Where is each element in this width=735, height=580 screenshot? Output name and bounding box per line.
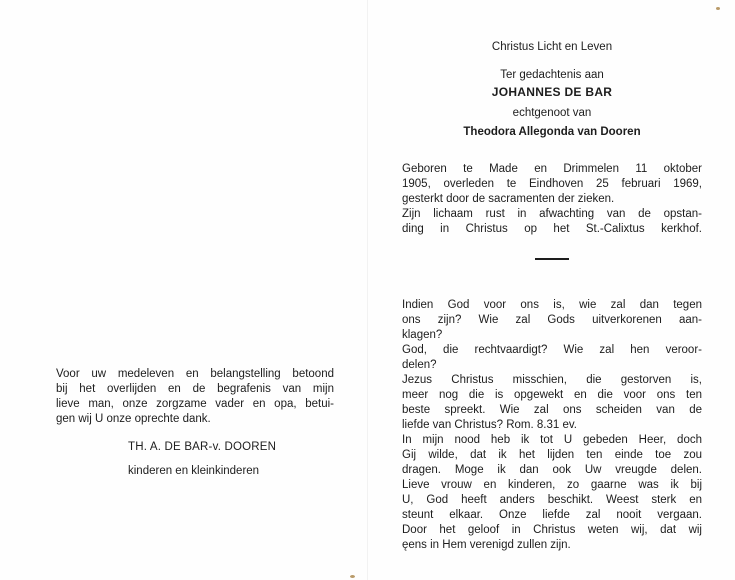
thanks-line: bij het overlijden en de begrafenis van mijn: [56, 383, 334, 395]
bio-line: Geboren te Made en Drimmelen 11 oktober: [402, 163, 702, 175]
right-panel: [402, 40, 702, 553]
paper-speck: [716, 7, 720, 10]
thanks-line: gen wij U onze oprechte dank.: [56, 413, 211, 425]
verse-line: dragen. Moge ik dan ook Uw vreugde delen.: [402, 464, 702, 476]
verse-line: steunt elkaar. Onze liefde zal nooit vergaan.: [402, 509, 702, 521]
verse-line: God, die rechtvaardigt? Wie zal hen veroor-: [402, 344, 702, 356]
verse-line: klagen?: [402, 329, 443, 341]
verse-line: Lieve vrouw en kinderen, zo gaarne was ik bij: [402, 479, 702, 491]
bio-line: gesterkt door de sacramenten der zieken.: [402, 193, 615, 205]
verse-line: Gij wilde, dat ik het lijden ten einde toe zou: [402, 449, 702, 461]
bio-line: ding in Christus op het St.-Calixtus kerkhof.: [402, 223, 702, 235]
thanks-line: Voor uw medeleven en belangstelling betoond: [56, 368, 334, 380]
verse-line: beste spreekt. Wie zal ons scheiden van de: [402, 404, 702, 416]
verse-line: ęens in Hem verenigd zullen zijn.: [402, 539, 571, 551]
scripture-verse: [402, 298, 702, 553]
spouse-label: echtgenoot van: [512, 107, 592, 119]
divider: [535, 258, 569, 260]
verse-line: Indien God voor ons is, wie zal dan tegen: [402, 299, 702, 311]
family-line: kinderen en kleinkinderen: [128, 465, 260, 477]
deceased-name: JOHANNES DE BAR: [491, 85, 613, 99]
spouse-name: Theodora Allegonda van Dooren: [463, 126, 641, 138]
left-panel: [56, 367, 334, 479]
verse-line: ons zijn? Wie zal Gods uitverkorenen aan-: [402, 314, 702, 326]
verse-line: meer nog die is opgewekt en die voor ons ten: [402, 389, 702, 401]
verse-line: liefde van Christus? Rom. 8.31 ev.: [402, 419, 577, 431]
memorial-heading: Ter gedachtenis aan: [500, 69, 604, 81]
bio-line: 1905, overleden te Eindhoven 25 februari 1969,: [402, 178, 702, 190]
verse-line: Door het geloof in Christus weten wij, dat wij: [402, 524, 702, 536]
verse-line: U, God heeft anders beschikt. Weest sterk en: [402, 494, 702, 506]
fold-line: [367, 0, 368, 580]
verse-line: Jezus Christus misschien, die gestorven is,: [402, 374, 702, 386]
biography: [402, 162, 702, 237]
bio-line: Zijn lichaam rust in afwachting van de opstan-: [402, 208, 702, 220]
motto: Christus Licht en Leven: [491, 41, 613, 53]
thanks-text: [56, 367, 334, 427]
signature: TH. A. DE BAR-v. DOOREN: [128, 441, 277, 453]
thanks-line: lieve man, onze zorgzame vader en opa, betui-: [56, 398, 334, 410]
verse-line: delen?: [402, 359, 437, 371]
verse-line: In mijn nood heb ik tot U gebeden Heer, doch: [402, 434, 702, 446]
paper-speck: [350, 575, 355, 578]
